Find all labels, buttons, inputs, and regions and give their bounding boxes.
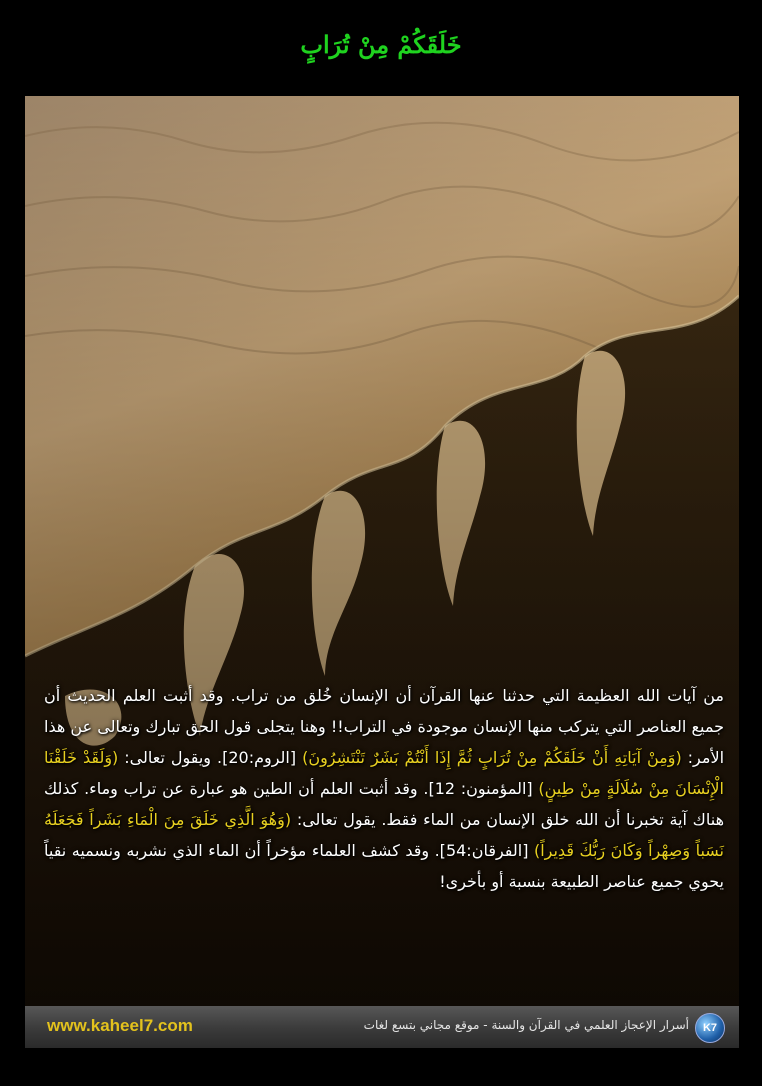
site-logo-icon: K7 xyxy=(695,1013,725,1043)
paragraph-text-2: [الروم:20]. ويقول تعالى: xyxy=(118,748,303,767)
quran-verse-2: (وَلَقَدْ خَلَقْنَا الْإِنْسَانَ مِنْ سُلَالَةٍ مِنْ طِينٍ) xyxy=(44,748,725,798)
footer-tagline: أسرار الإعجاز العلمي في القرآن والسنة - موقع مجاني بتسع لغات xyxy=(363,1018,689,1032)
article-paragraph xyxy=(44,680,724,897)
paragraph-text-4: [الفرقان:54]. وقد كشف العلماء مؤخراً أن الماء الذي نشربه ونسميه نقياً يحوي جميع عناصر الطبيعة بنسبة أو بأخرى! xyxy=(44,841,724,891)
quran-verse-1: (وَمِنْ آيَاتِهِ أَنْ خَلَقَكُمْ مِنْ تُرَابٍ ثُمَّ إِذَا أَنْتُمْ بَشَرٌ تَنْتَشِرُونَ) xyxy=(302,748,682,767)
paragraph-text-1: من آيات الله العظيمة التي حدثنا عنها القرآن أن الإنسان خُلق من تراب. وقد أثبت العلم الحديث أن جميع العناصر التي يتركب منها الإنسان موجودة في التراب!! وهنا يتجلى قول الحق تبارك وتعالى عن هذا الأمر: xyxy=(44,686,725,767)
footer-bar xyxy=(25,1006,739,1048)
page-title: خَلَقَكُمْ مِنْ تُرَابٍ xyxy=(300,30,462,59)
quran-verse-3: (وَهُوَ الَّذِي خَلَقَ مِنَ الْمَاءِ بَشَراً فَجَعَلَهُ نَسَباً وَصِهْراً وَكَانَ رَبُّكَ قَدِيراً) xyxy=(44,810,725,860)
paragraph-text-3: [المؤمنون: 12]. وقد أثبت العلم أن الطين هو عبارة عن تراب وماء. كذلك هناك آية تخبرنا أن الله خلق الإنسان من الماء فقط. يقول تعالى: xyxy=(44,779,725,829)
website-link[interactable]: www.kaheel7.com xyxy=(47,1016,193,1035)
